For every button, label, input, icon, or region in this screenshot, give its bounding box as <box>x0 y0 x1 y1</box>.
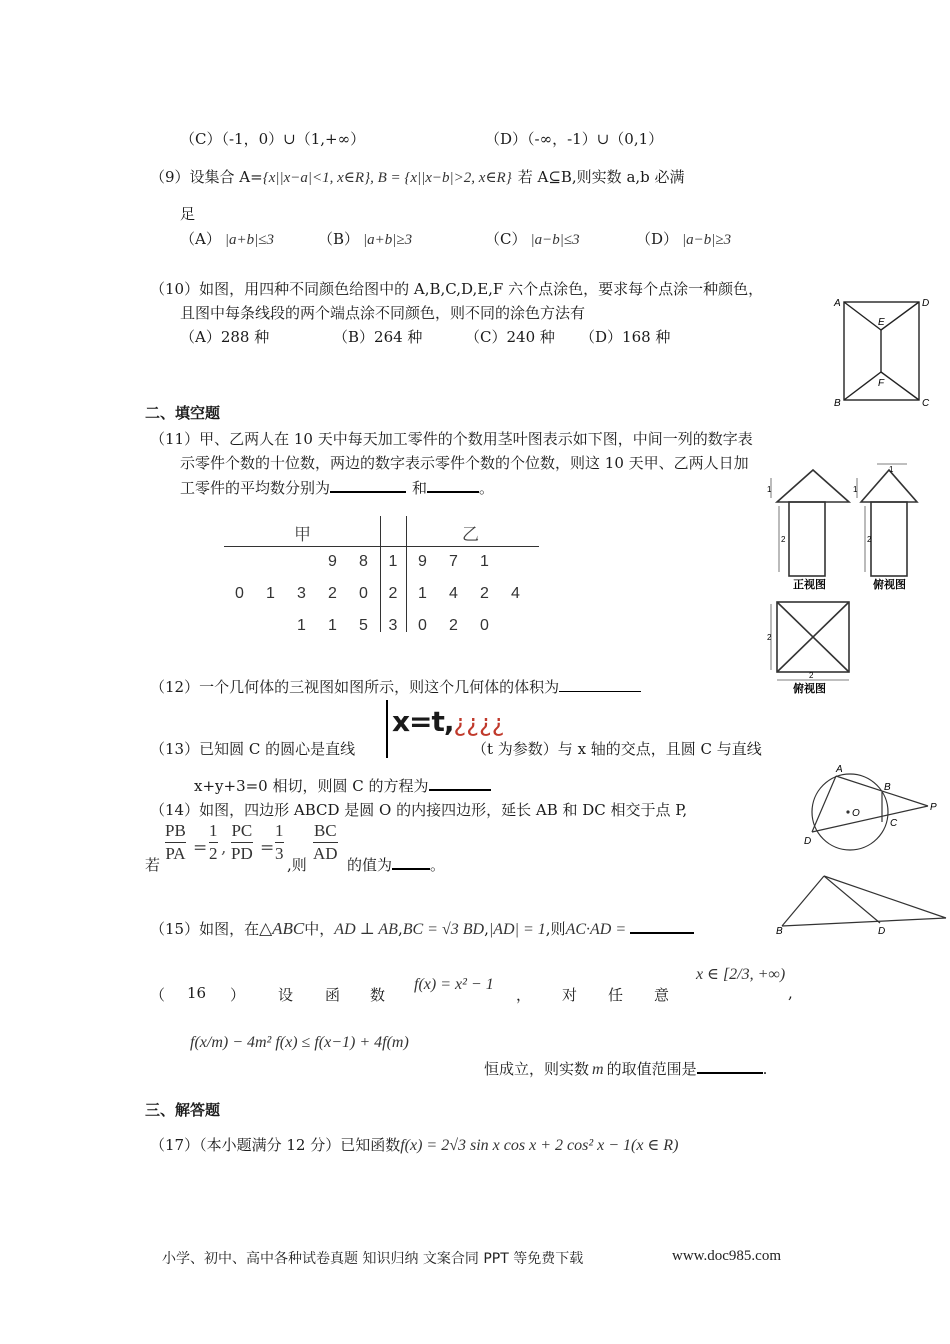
q10-label-a: A <box>834 298 841 309</box>
leaf-left <box>224 546 255 578</box>
q9-option-c-value: |a−b|≤3 <box>530 232 580 248</box>
q10-label-d: D <box>922 298 930 309</box>
q12-stem: （12）一个几何体的三视图如图所示，则这个几何体的体积为 <box>150 678 560 696</box>
q14-label-a: A <box>836 764 843 775</box>
q16-line1: （ 16 ） 设 函 数 f(x) = x² − 1 ， 对 任 意 x ∈ [2/3, +∞) , <box>150 966 793 1004</box>
q11-line3-end: 。 <box>479 479 495 497</box>
q11-line3-prefix: 工零件的平均数分别为 <box>180 479 331 497</box>
q14-end-punct: 。 <box>430 856 446 874</box>
q9-option-c <box>485 228 580 249</box>
leaf-left: 3 <box>297 585 306 602</box>
q15-triangle-figure <box>776 872 948 936</box>
q11-line3 <box>180 477 494 498</box>
stem-value: 2 <box>388 585 398 602</box>
q14-label-c: C <box>890 818 898 829</box>
q16-tail: 的取值范围是 <box>606 1060 697 1078</box>
q14-label-p: P <box>930 802 937 813</box>
section-fill-in-title: 二、填空题 <box>145 404 221 422</box>
q17-prefix: （17）（本小题满分 12 分）已知函数 <box>150 1136 401 1154</box>
leaf-right: 9 <box>418 553 427 570</box>
q13-line2 <box>194 775 491 796</box>
q15-line: （15）如图，在△ABC中，AD ⊥ AB,BC = √3 BD,|AD| = 1,则AC·AD = <box>150 918 694 939</box>
stem-leaf-plot <box>224 512 539 632</box>
q9-option-c-label: （C） <box>485 230 527 248</box>
leaf-right <box>500 610 531 642</box>
q9-set-b: , B = {x||x−b|>2, x∈R} <box>370 170 512 186</box>
leaf-left: 0 <box>359 585 368 602</box>
q14-label-o: O <box>852 808 860 819</box>
side-view-dim-top: 1 <box>889 465 894 474</box>
q9-option-b-label: （B） <box>318 230 360 248</box>
q17-line <box>150 1134 678 1155</box>
q16-tail-end: . <box>762 1060 768 1078</box>
q15-answer-blank[interactable] <box>630 931 694 934</box>
q9-option-a <box>180 228 274 249</box>
q13-garbled-glyphs: ¿¿¿¿ <box>453 709 505 737</box>
q15-cond1: AD ⊥ AB <box>334 921 398 938</box>
q14-center-dot <box>846 810 849 813</box>
q14-line1: （14）如图，四边形 ABCD 是圆 O 的内接四边形，延长 AB 和 DC 相交于点 P, <box>150 801 688 819</box>
leaf-left: 1 <box>266 585 275 602</box>
q16-variable-m: m <box>592 1061 604 1078</box>
q13-answer-blank[interactable] <box>429 788 491 791</box>
three-views-figure <box>765 462 945 702</box>
q16-word-she: 设 <box>278 986 294 1004</box>
q13-prefix: （13）已知圆 C 的圆心是直线 <box>150 740 356 758</box>
top-view-dim-side: 2 <box>767 633 772 642</box>
q10-label-c: C <box>922 398 930 409</box>
q12-text <box>150 676 641 697</box>
q9-option-a-value: |a+b|≤3 <box>224 232 274 248</box>
q17-function: f(x) = 2√3 sin x cos x + 2 cos² x − 1(x ∈ R) <box>400 1137 679 1154</box>
stem-value: 3 <box>388 617 398 634</box>
q15-label-b: B <box>776 926 783 936</box>
stem-leaf-row <box>224 610 531 642</box>
q15-cond2: BC = √3 BD <box>402 921 485 938</box>
q14-ruo: 若 <box>145 856 161 874</box>
q15-then: ,则 <box>545 920 566 938</box>
q15-expr: AC·AD = <box>565 921 627 938</box>
q10-label-b: B <box>834 398 841 409</box>
q16-answer-blank[interactable] <box>697 1071 763 1074</box>
q14-end-text: 的值为 <box>347 856 393 874</box>
q16-word-shu: 数 <box>370 986 386 1004</box>
front-view-label: 正视图 <box>793 579 826 591</box>
q10-option-a: （A）288 种 <box>180 328 270 346</box>
leaf-right: 1 <box>418 585 427 602</box>
top-view-dim-bottom: 2 <box>809 671 814 680</box>
q11-answer-blank-2[interactable] <box>427 490 479 493</box>
leaf-left: 9 <box>328 553 337 570</box>
q13-suffix: （t 为参数）与 x 轴的交点，且圆 C 与直线 <box>472 740 762 758</box>
q16-line3 <box>484 1058 767 1079</box>
q10-option-c: （C）240 种 <box>465 328 555 346</box>
q14-circle-figure <box>798 760 946 856</box>
q10-label-f: F <box>878 378 885 389</box>
q9-prefix: （9）设集合 A= <box>150 168 263 186</box>
stem-leaf-table <box>224 546 531 642</box>
q10-line2: 且图中每条线段的两个端点涂不同颜色，则不同的涂色方法有 <box>180 304 586 322</box>
q15-prefix: （15）如图，在 <box>150 920 260 938</box>
q13-param-equation: x=t,¿¿¿¿ <box>392 705 505 738</box>
leaf-left: 1 <box>328 617 337 634</box>
q14-frac-1-2: $\frac{1}{2}$ <box>209 821 218 863</box>
q14-answer-blank[interactable] <box>392 867 430 870</box>
q9-option-d-label: （D） <box>636 230 679 248</box>
footer-url[interactable]: www.doc985.com <box>672 1248 782 1264</box>
q16-function: f(x) = x² − 1 <box>414 976 494 993</box>
q16-word-han: 函 <box>325 986 341 1004</box>
q15-label-d: D <box>878 926 886 936</box>
q8-option-d: （D）（-∞，-1）∪（0,1） <box>485 130 664 148</box>
leaf-right <box>500 546 531 578</box>
q11-answer-blank-1[interactable] <box>330 490 406 493</box>
q14-then: ,则 <box>287 856 307 874</box>
leaf-left: 0 <box>235 585 244 602</box>
q9-option-b-value: |a+b|≥3 <box>363 232 413 248</box>
q14-frac-1-3: $\frac{1}{3}$ <box>275 821 284 863</box>
side-view-dim-2: 2 <box>867 535 872 544</box>
q9-option-a-label: （A） <box>180 230 221 248</box>
q11-line1: （11）甲、乙两人在 10 天中每天加工零件的个数用茎叶图表示如下图，中间一列的数字表 <box>150 430 753 448</box>
q14-end <box>347 854 445 875</box>
leaf-right: 0 <box>418 617 427 634</box>
stem-leaf-head-right: 乙 <box>462 525 479 545</box>
leaf-right: 2 <box>480 585 489 602</box>
q9-option-d-value: |a−b|≥3 <box>682 232 732 248</box>
q16-inequality: f(x/m) − 4m² f(x) ≤ f(x−1) + 4f(m) <box>190 1034 409 1051</box>
top-view-label: 俯视图 <box>793 683 826 695</box>
front-view-dim-2: 2 <box>781 535 786 544</box>
leaf-right: 4 <box>449 585 458 602</box>
leaf-left <box>255 546 286 578</box>
q9-continuation: 足 <box>180 205 196 223</box>
q9-stem <box>150 166 685 187</box>
leaf-left <box>224 610 255 642</box>
q10-option-b: （B）264 种 <box>333 328 423 346</box>
q16-paren-close: ） <box>230 986 246 1004</box>
q14-label-d: D <box>804 836 812 847</box>
leaf-left: 5 <box>359 617 368 634</box>
stem-leaf-head-left: 甲 <box>294 525 311 545</box>
q10-line1: （10）如图，用四种不同颜色给图中的 A,B,C,D,E,F 六个点涂色，要求每个点涂一种颜色， <box>150 280 764 298</box>
leaf-right: 0 <box>480 617 489 634</box>
q9-set-a: {x||x−a|<1, x∈R} <box>262 170 371 186</box>
q16-word-ren: 任 <box>608 986 624 1004</box>
q14-frac-pc-pd: $\frac{PC}{PD}$ <box>231 821 253 863</box>
section-solution-title: 三、解答题 <box>145 1101 221 1119</box>
q10-graph-figure <box>828 292 938 410</box>
q16-number: 16 <box>187 984 207 1002</box>
stem-leaf-row <box>224 578 531 610</box>
q14-label-b: B <box>884 782 891 793</box>
leaf-left: 1 <box>297 617 306 634</box>
leaf-right: 2 <box>449 617 458 634</box>
q13-brace <box>386 700 390 758</box>
q15-triangle: △ABC <box>259 919 305 938</box>
q16-tail-prefix: 恒成立，则实数 <box>484 1060 590 1078</box>
leaf-right: 4 <box>511 585 520 602</box>
q14-frac-pb-pa: $\frac{PB}{PA}$ <box>165 821 186 863</box>
q13-line2-text: x+y+3=0 相切，则圆 C 的方程为 <box>194 777 429 795</box>
q11-line3-mid: 和 <box>412 479 428 497</box>
side-view-label: 俯视图 <box>873 579 906 591</box>
q10-label-e: E <box>878 317 885 328</box>
leaf-left: 8 <box>359 553 368 570</box>
q15-cond3: |AD| = 1 <box>488 921 546 938</box>
leaf-right: 7 <box>449 553 458 570</box>
q12-answer-blank[interactable] <box>559 690 641 692</box>
q16-domain: x ∈ [2/3, +∞) <box>696 966 786 983</box>
q10-option-d: （D）168 种 <box>580 328 671 346</box>
stem-value: 1 <box>388 553 398 570</box>
front-view-dim-1: 1 <box>767 485 772 494</box>
q16-paren-open: （ <box>150 986 166 1004</box>
q9-suffix: 若 A⊆B,则实数 a,b 必满 <box>517 168 685 186</box>
q16-word-yi: 意 <box>654 986 670 1004</box>
q15-mid: 中， <box>304 920 335 938</box>
q16-word-dui: 对 <box>562 986 578 1004</box>
side-view-dim-1: 1 <box>853 485 858 494</box>
leaf-left: 2 <box>328 585 337 602</box>
leaf-right: 1 <box>480 553 489 570</box>
stem-leaf-row <box>224 546 531 578</box>
q9-option-b <box>318 228 412 249</box>
q9-option-d <box>636 228 731 249</box>
q8-option-c: （C）（-1，0）∪（1,+∞） <box>180 130 366 148</box>
leaf-left <box>286 546 317 578</box>
q11-line2: 示零件个数的十位数，两边的数字表示零件个数的个位数，则这 10 天甲、乙两人日加 <box>180 454 749 472</box>
q14-frac-bc-ad: $\frac{BC}{AD}$ <box>313 821 338 863</box>
footer-promo: 小学、初中、高中各种试卷真题 知识归纳 文案合同 PPT 等免费下载 <box>162 1251 584 1267</box>
leaf-left <box>255 610 286 642</box>
